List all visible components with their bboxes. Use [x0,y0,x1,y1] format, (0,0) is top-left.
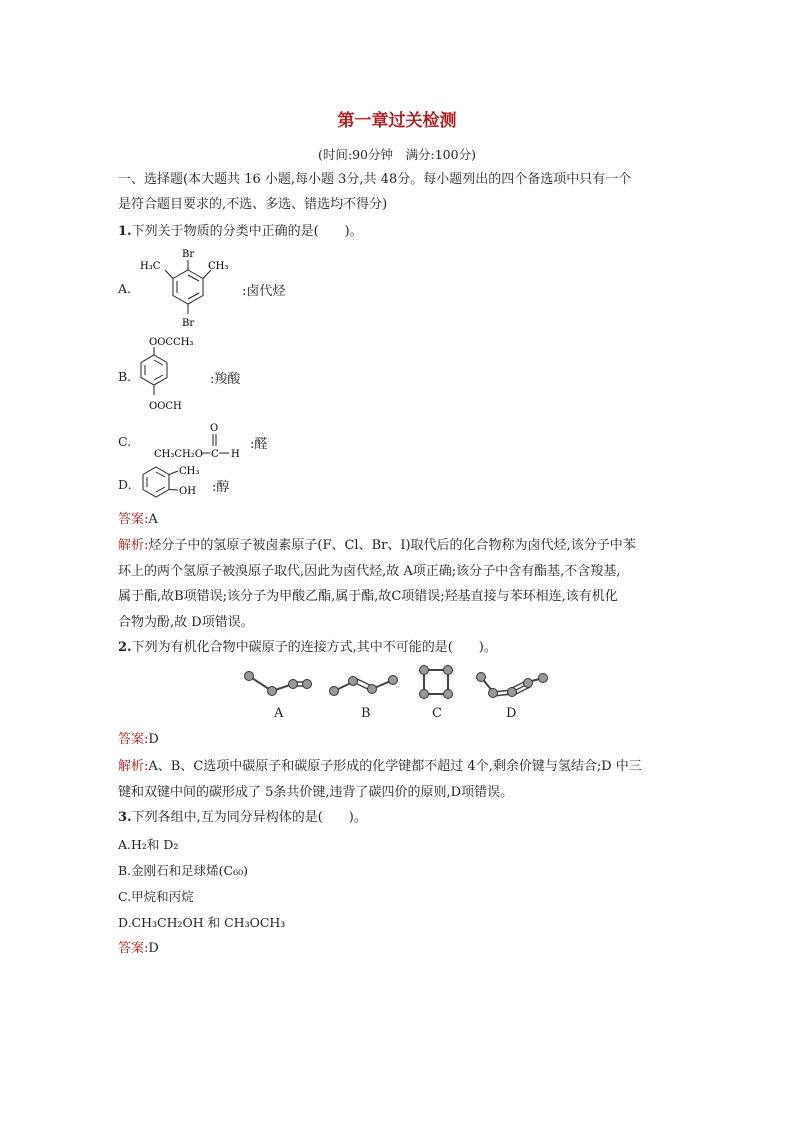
page-title: 第一章过关检测 [337,111,457,131]
struct-d-methyl: CH₃ [179,466,200,477]
section-intro-line1: 一、选择题(本大题共 16 小题,每小题 3分,共 48分。每小题列出的四个备选项中只有一个 [118,172,632,187]
q1-answer [118,510,158,530]
q1-analysis-line3: 属于酯,故B项错误;该分子为甲酸乙酯,属于酯,故C项错误;羟基直接与苯环相连,该有机化 [118,589,618,604]
q1-analysis-line2: 环上的两个氢原子被溴原子取代,因此为卤代烃,故 A项正确;该分子中含有酯基,不含羧基, [118,564,621,579]
q3-answer [118,939,159,959]
struct-c-oxygen: O [210,423,219,434]
q1-option-c-letter: C. [118,434,132,449]
q3-option-d: D.CH₃CH₂OH 和 CH₃OCH₃ [118,915,286,930]
q1-option-a-letter: A. [118,281,132,296]
model-b-caption: B [361,706,371,721]
q1-analysis-line1: 解析:烃分子中的氢原子被卤素原子(F、Cl、Br、I)取代后的化合物称为卤代烃,该分子中苯 [118,538,636,553]
struct-a-top-br: Br [182,249,195,260]
model-a [245,672,312,696]
q3-option-c: C.甲烷和丙烷 [118,889,194,904]
struct-a-left-methyl: H₃C [140,261,161,272]
exam-info: (时间:90分钟 满分:100分) [318,147,476,162]
q2-answer [118,730,159,750]
q1-option-b-label: :羧酸 [210,372,241,387]
q1-analysis-line4: 合物为酚,故 D项错误。 [118,615,254,630]
struct-b-bottom-group: OOCH [149,401,182,412]
struct-d-hydroxyl: OH [179,486,196,497]
svg-text:H: H [231,449,240,460]
q1-stem [118,222,363,242]
svg-text:C: C [211,449,219,460]
q2-stem [118,638,497,658]
q3-answer-value: D [148,941,159,956]
struct-b-top-group: OOCCH₃ [149,337,194,348]
struct-a-right-methyl: CH₃ [208,261,229,272]
q1-stem-text: 下列关于物质的分类中正确的是( )。 [131,224,363,239]
model-b [330,676,398,696]
q3-option-b: B.金刚石和足球烯(C₆₀) [118,863,248,878]
ester-structure [138,333,218,417]
struct-a-bottom-br: Br [182,318,195,329]
q2-answer-value: D [148,732,159,747]
model-a-caption: A [274,706,284,721]
q2-answer-label: 答案: [118,732,149,747]
q2-stem-text: 下列为有机化合物中碳原子的连接方式,其中不可能的是( )。 [131,640,497,655]
q3-option-a: A.H₂和 D₂ [118,837,179,852]
q2-analysis-line1: 解析:A、B、C选项中碳原子和碳原子形成的化学键都不超过 4个,剩余价键与氢结合;D 中三 [118,759,642,774]
section-intro-line2: 是符合题目要求的,不选、多选、错选均不得分) [118,197,388,212]
model-c [420,666,453,699]
q3-stem-text: 下列各组中,互为同分异构体的是( )。 [131,810,367,825]
q1-option-a-label: :卤代烃 [242,284,286,299]
q2-number: 2. [118,640,132,655]
q1-answer-label: 答案: [118,512,149,527]
struct-c-formula: CH₃CH₂O [154,449,203,460]
q2-analysis-line2: 键和双键中间的碳形成了 5条共价键,违背了碳四价的原则,D项错误。 [118,785,514,800]
q3-answer-label: 答案: [118,941,149,956]
model-c-caption: C [432,706,442,721]
q2-analysis-label: 解析: [118,759,149,774]
ethyl-formate-structure [150,420,250,462]
q3-stem [118,808,367,828]
q1-option-d-letter: D. [118,477,132,492]
q1-option-d-label: :醇 [212,480,230,495]
q1-answer-value: A [148,512,158,527]
cresol-structure [138,464,208,498]
dibromo-xylene-structure [138,246,248,332]
q1-option-c-label: :醛 [250,437,268,452]
carbon-chain-models [240,664,560,700]
q1-option-b-letter: B. [118,369,132,384]
q3-number: 3. [118,810,132,825]
model-d [477,673,548,698]
q1-analysis-label: 解析: [118,538,149,553]
model-d-caption: D [506,706,517,721]
q1-number: 1. [118,224,132,239]
